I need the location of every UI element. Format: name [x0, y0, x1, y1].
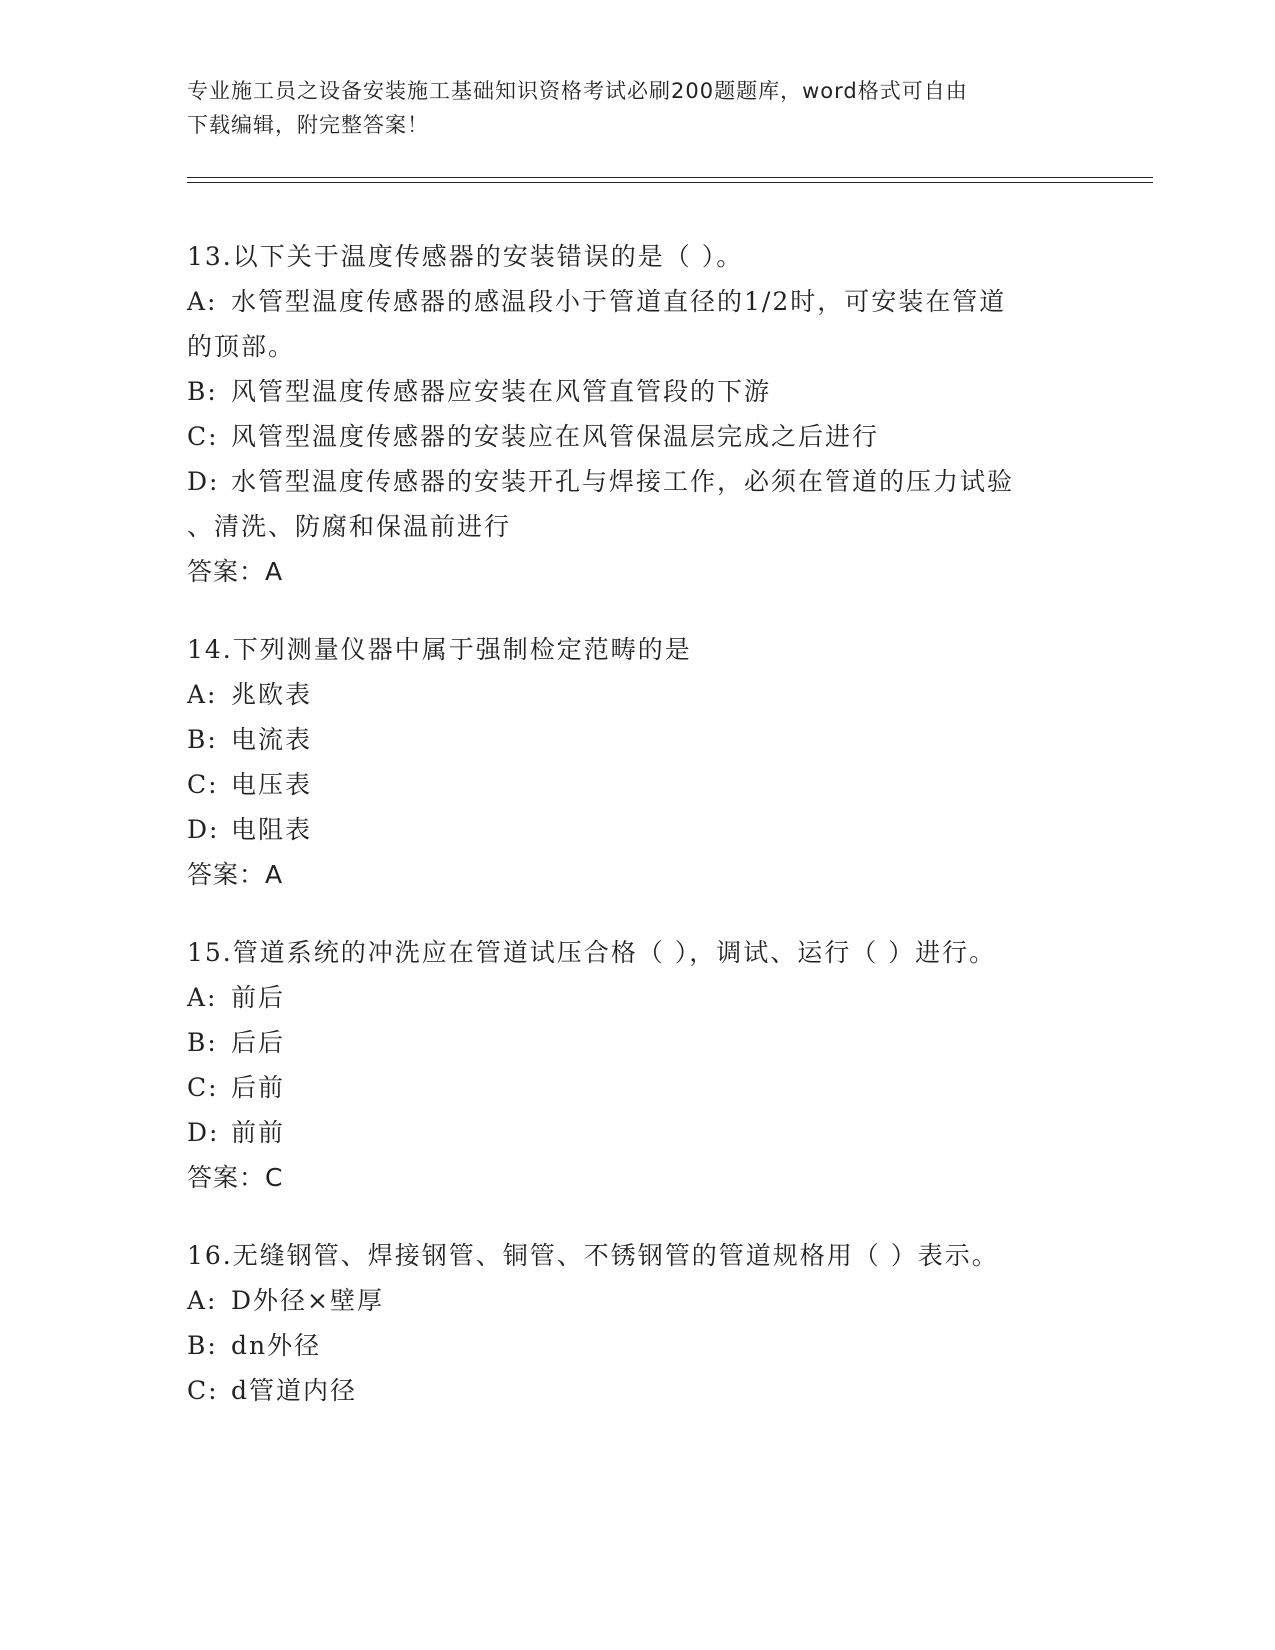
option-line	[187, 717, 1087, 762]
option-label: B:	[187, 1331, 218, 1360]
option-text: D外径×壁厚	[231, 1286, 384, 1315]
option-text: 风管型温度传感器应安装在风管直管段的下游	[231, 377, 772, 406]
option-text: 水管型温度传感器的安装开孔与焊接工作，必须在管道的压力试验	[231, 467, 1015, 496]
option-label: B:	[187, 725, 218, 754]
option-line	[187, 414, 1087, 459]
header-line-2: 下载编辑，附完整答案！	[187, 113, 429, 137]
option-line	[187, 504, 1087, 549]
header-rule-bottom	[187, 182, 1153, 183]
option-label: A:	[187, 287, 218, 316]
option-text: 电流表	[231, 725, 313, 754]
answer-line: 答案：A	[187, 860, 284, 889]
question-stem: 13.以下关于温度传感器的安装错误的是（ ）。	[187, 242, 744, 271]
option-text: 、清洗、防腐和保温前进行	[187, 512, 512, 541]
option-text: 电压表	[231, 770, 313, 799]
header-rule-top	[187, 177, 1153, 178]
question-list	[187, 234, 1087, 1446]
question-block	[187, 234, 1087, 594]
option-line	[187, 279, 1087, 324]
option-text: d管道内径	[231, 1376, 358, 1405]
option-line	[187, 1020, 1087, 1065]
option-line	[187, 1278, 1087, 1323]
option-text: 兆欧表	[231, 680, 313, 709]
option-line	[187, 975, 1087, 1020]
question-block	[187, 930, 1087, 1200]
option-label: D:	[187, 467, 220, 496]
option-text: 电阻表	[231, 815, 313, 844]
option-line	[187, 1323, 1087, 1368]
option-line	[187, 762, 1087, 807]
option-label: C:	[187, 422, 219, 451]
option-text: 前后	[231, 983, 286, 1012]
option-text: 风管型温度传感器的安装应在风管保温层完成之后进行	[231, 422, 880, 451]
option-line	[187, 807, 1087, 852]
option-label: B:	[187, 377, 218, 406]
option-line	[187, 459, 1087, 504]
option-label: A:	[187, 983, 218, 1012]
option-line	[187, 324, 1087, 369]
question-block	[187, 1233, 1087, 1413]
option-text: 前前	[231, 1118, 286, 1147]
option-text: 水管型温度传感器的感温段小于管道直径的1/2时，可安装在管道	[231, 287, 1007, 316]
option-text: 后后	[231, 1028, 286, 1057]
option-line	[187, 672, 1087, 717]
header-line-1: 专业施工员之设备安装施工基础知识资格考试必刷200题题库，word格式可自由	[187, 79, 968, 103]
option-label: C:	[187, 770, 219, 799]
option-label: D:	[187, 1118, 220, 1147]
option-label: D:	[187, 815, 220, 844]
option-label: A:	[187, 680, 218, 709]
option-line	[187, 1368, 1087, 1413]
option-line	[187, 1110, 1087, 1155]
option-line	[187, 369, 1087, 414]
option-line	[187, 1065, 1087, 1110]
option-label: C:	[187, 1376, 219, 1405]
answer-line: 答案：C	[187, 1163, 284, 1192]
question-block	[187, 627, 1087, 897]
option-label: B:	[187, 1028, 218, 1057]
option-text: dn外径	[231, 1331, 322, 1360]
answer-line: 答案：A	[187, 557, 284, 586]
question-stem: 15.管道系统的冲洗应在管道试压合格（ ），调试、运行（ ）进行。	[187, 938, 997, 967]
option-label: C:	[187, 1073, 219, 1102]
option-label: A:	[187, 1286, 218, 1315]
document-header	[187, 74, 1087, 142]
option-text: 的顶部。	[187, 332, 296, 361]
option-text: 后前	[231, 1073, 286, 1102]
question-stem: 16.无缝钢管、焊接钢管、铜管、不锈钢管的管道规格用（ ）表示。	[187, 1241, 999, 1270]
question-stem: 14.下列测量仪器中属于强制检定范畴的是	[187, 635, 692, 664]
